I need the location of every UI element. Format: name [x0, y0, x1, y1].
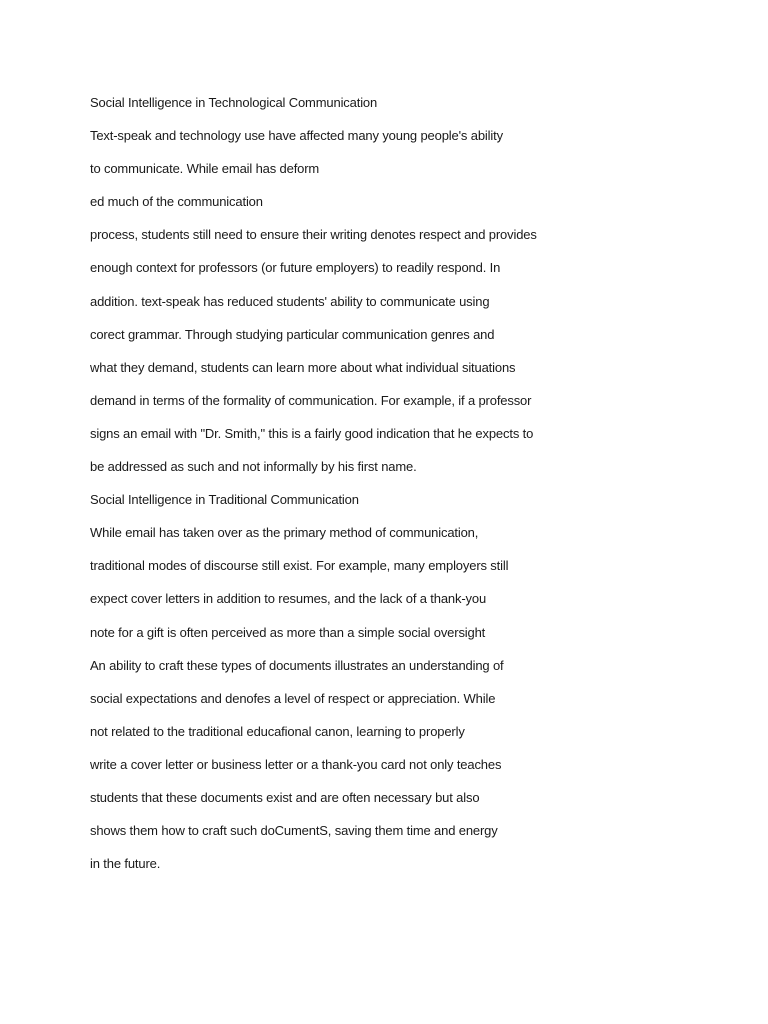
section-heading-technological: Social Intelligence in Technological Communication	[90, 95, 378, 110]
text-line: note for a gift is often perceived as more than a simple social oversight	[90, 624, 486, 640]
text-line: shows them how to craft such doCumentS, saving them time and energy	[90, 823, 498, 839]
text-line: expect cover letters in addition to resumes, and the lack of a thank-you	[90, 591, 487, 607]
section-heading-traditional: Social Intelligence in Traditional Communication	[90, 492, 359, 508]
text-line: what they demand, students can learn more about what individual situations	[90, 359, 516, 375]
text-line: to communicate. While email has deform	[90, 161, 320, 177]
text-line: demand in terms of the formality of communication. For example, if a professor	[90, 392, 532, 408]
text-line: enough context for professors (or future employers) to readily respond. In	[90, 260, 501, 276]
text-line: write a cover letter or business letter or a thank-you card not only teaches	[90, 756, 502, 772]
text-line: An ability to craft these types of documents illustrates an understanding of	[90, 657, 504, 673]
text-line: While email has taken over as the primary method of communication,	[90, 525, 479, 541]
text-line: corect grammar. Through studying particular communication genres and	[90, 326, 495, 342]
text-line: signs an email with "Dr. Smith," this is a fairly good indication that he expects to	[90, 425, 534, 441]
text-line: not related to the traditional educafional canon, learning to properly	[90, 723, 465, 739]
text-line: be addressed as such and not informally by his first name.	[90, 459, 417, 475]
text-line: traditional modes of discourse still exist. For example, many employers still	[90, 558, 509, 574]
document-body	[90, 92, 730, 886]
text-line: social expectations and denofes a level of respect or appreciation. While	[90, 690, 496, 706]
text-line: process, students still need to ensure their writing denotes respect and provides	[90, 227, 537, 243]
text-line: in the future.	[90, 856, 161, 872]
text-line: Text-speak and technology use have affected many young people's ability	[90, 128, 503, 144]
text-line: ed much of the communication	[90, 194, 263, 210]
text-line: students that these documents exist and are often necessary but also	[90, 789, 480, 805]
text-line: addition. text-speak has reduced students' ability to communicate using	[90, 293, 490, 309]
